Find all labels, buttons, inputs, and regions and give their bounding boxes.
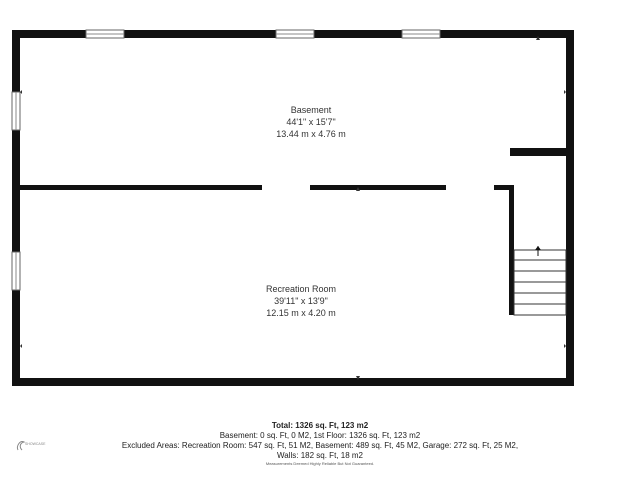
outer-walls [12, 30, 574, 386]
wall-bottom [12, 378, 574, 386]
interior-wall-segment-1 [20, 185, 262, 190]
wall-left [12, 30, 20, 386]
recreation-room-name: Recreation Room [265, 284, 337, 294]
stair-arrow-icon [535, 246, 541, 250]
stair-wall [509, 185, 514, 315]
wall-markers [20, 36, 566, 380]
recreation-room-dims-imperial: 39'11" x 13'9" [274, 296, 328, 306]
basement-dims-imperial: 44'1" x 15'7" [286, 117, 336, 127]
marker-left-recreation [20, 344, 22, 348]
basement-label [276, 105, 346, 139]
wall-step [510, 148, 574, 156]
windows [12, 30, 440, 290]
marker-right-basement [564, 90, 566, 94]
area-line-1: Basement: 0 sq. Ft, 0 M2, 1st Floor: 1326 sq. Ft, 123 m2 [219, 431, 421, 440]
area-line-2: Excluded Areas: Recreation Room: 547 sq. Ft, 51 M2, Basement: 489 sq. Ft, 45 M2, Garage: 272 sq. Ft, 25 M2, [121, 441, 519, 450]
area-line-3: Walls: 182 sq. Ft, 18 m2 [277, 451, 363, 460]
wall-right-lower [566, 148, 574, 386]
total-area: Total: 1326 sq. Ft, 123 m2 [271, 421, 369, 430]
marker-right-recreation [564, 344, 566, 348]
recreation-room-label [266, 284, 336, 318]
basement-name: Basement [290, 105, 332, 115]
stairs [514, 246, 566, 315]
basement-dims-metric: 13.44 m x 4.76 m [276, 129, 346, 139]
area-summary [0, 421, 640, 467]
disclaimer: Measurements Deemed Highly Reliable But Not Guaranteed. [265, 461, 375, 466]
logo-text: SHOWCASE [25, 442, 46, 446]
interior-wall-segment-2 [310, 185, 446, 190]
recreation-room-dims-metric: 12.15 m x 4.20 m [266, 308, 336, 318]
wall-right-upper [566, 30, 574, 156]
interior-wall [20, 185, 514, 315]
